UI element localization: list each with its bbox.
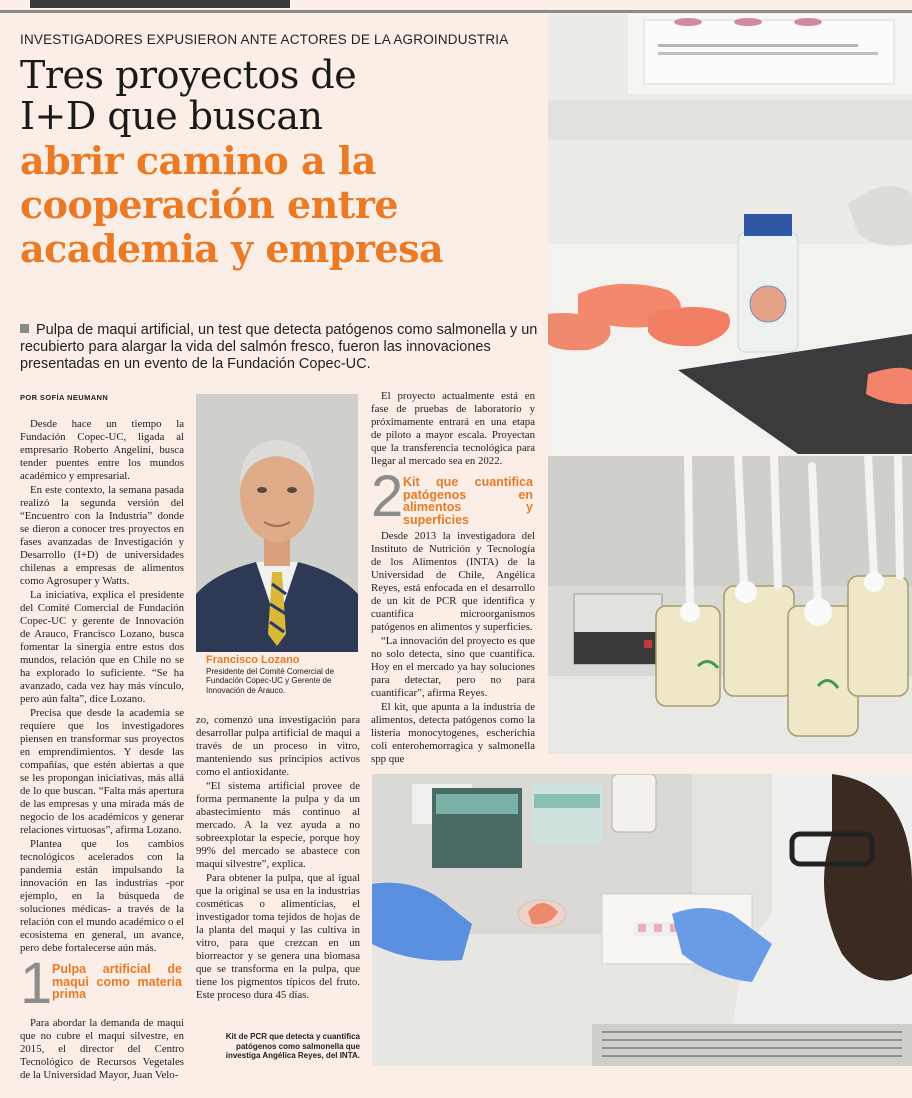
section-1-title: Pulpa artificial de maqui como materia prima (52, 962, 182, 1001)
section-1-heading (20, 951, 184, 1016)
paragraph: La iniciativa, explica el presidente del Comité Comercial de Fundación Copec-UC y gerente de Innovación de Arauco, Francisco Lozano, busca fomentar la sinergia entre estos dos mundos, relación que en Chile no se ha explorado lo suficiente. “Se ha avanzado, cada vez hay más vínculo, pero aún falta”, dice Lozano. (20, 589, 184, 705)
paragraph: Desde 2013 la investigadora del Instituto de Nutrición y Tecnología de los Alimentos (INTA) de la Universidad de Chile, Angélica Reyes, está enfocada en el desarrollo de un kit de PCR que identifica y cuantifica microorganismos patógenos en alimentos y superficies. (371, 530, 535, 633)
headline (20, 55, 550, 271)
article-column-3 (371, 390, 535, 767)
paragraph: El kit, que apunta a la industria de alimentos, detecta patógenos como la listeria monocytogenes, escherichia coli enterohemorragica y salmonella spp que (371, 701, 535, 765)
salmon-lab-photo (548, 14, 912, 454)
paragraph: Desde hace un tiempo la Fundación Copec-UC, ligada al empresario Roberto Angelini, busca tender puentes entre los mundos académico y empresarial. (20, 418, 184, 482)
paragraph: En este contexto, la semana pasada realizó la segunda versión del “Encuentro con la Industria” donde se dieron a conocer tres proyectos en fases avanzadas de Investigación y Desarrollo (I+D) de universidades chilenas a empresas de alimentos como Agrosuper y Watts. (20, 484, 184, 587)
researcher-photo-caption: Kit de PCR que detecta y cuantifica patógenos como salmonella que investiga Angélica Reyes, del INTA. (225, 1032, 360, 1060)
top-rule-line (0, 10, 912, 13)
paragraph: “La innovación del proyecto es que no solo detecta, sino que cuantifica. Hoy en el mercado ya hay soluciones para detectar, pero no para cuantificar”, afirma Reyes. (371, 635, 535, 699)
section-1-number: 1 (20, 951, 53, 1016)
lead-text: Pulpa de maqui artificial, un test que detecta patógenos como salmonella y un recubierto para alargar la vida del salmón fresco, fueron las innovaciones presentadas en un evento de la Fundación Copec-UC. (20, 322, 538, 372)
bioreactor-lab-photo (548, 456, 912, 754)
portrait-role: Presidente del Comité Comercial de Fundación Copec-UC y Gerente de Innovación de Arauco. (206, 666, 335, 695)
kicker: INVESTIGADORES EXPUSIERON ANTE ACTORES DE LA AGROINDUSTRIA (20, 32, 509, 47)
researcher-photo (372, 774, 912, 1066)
headline-highlight-2: cooperación entre (20, 182, 399, 227)
section-2-heading (371, 464, 535, 529)
headline-highlight-1: abrir camino a la (20, 138, 376, 183)
top-rule-dark-segment (30, 0, 290, 8)
headline-line-2: I+D que buscan (20, 94, 323, 138)
top-rule (0, 0, 912, 14)
paragraph: zo, comenzó una investigación para desarrollar pulpa artificial de maqui a través de un proceso in vitro, manteniendo sus principios activos como el antioxidante. (196, 714, 360, 778)
lead-square-icon (20, 324, 29, 333)
article-column-1 (20, 418, 184, 1083)
portrait-name: Francisco Lozano (206, 654, 300, 666)
byline: POR SOFÍA NEUMANN (20, 393, 109, 402)
portrait-caption (206, 656, 356, 695)
paragraph: El proyecto actualmente está en fase de pruebas de laboratorio y próximamente entrará en una etapa de piloto a mayor escala. Proyectan que la transferencia tecnológica para llegar al mercado sea en 2022. (371, 390, 535, 467)
paragraph: Para obtener la pulpa, que al igual que la original se usa en la industrias cosméticas o alimenticias, el investigador toma tejidos de hojas de la planta del maqui y las cultiva in vitro, para que crezcan en un biorreactor y se genera una biomasa que se transforma en la pulpa, que tiene los pigmentos típicos del fruto. Este proceso dura 45 días. (196, 872, 360, 1001)
portrait-photo (196, 394, 358, 652)
paragraph: Para abordar la demanda de maqui que no cubre el maqui silvestre, en 2015, el director del Centro Tecnológico de Recursos Vegetales de la Universidad Mayor, Juan Velo- (20, 1017, 184, 1081)
section-2-title: Kit que cuantifica patógenos en alimentos y superficies (403, 475, 533, 527)
paragraph: Precisa que desde la academia se requiere que los investigadores piensen en transformar sus proyectos en emprendimientos. Y desde las compañías, que estén abiertas a que se les propongan iniciativas, más allá de lo que buscan. “Falta más apertura de las empresas y una mirada más de negocio de los académicos y generar relaciones virtuosas”, afirma Lozano. (20, 707, 184, 836)
headline-highlight-3: academia y empresa (20, 226, 444, 271)
paragraph: “El sistema artificial provee de forma permanente la pulpa y da un abastecimiento más continuo al mercado. A la vez ayuda a no sobreexplotar la especie, porque hoy 99% del mercado se abastece con maqui silvestre”, explica. (196, 780, 360, 870)
article-column-2 (196, 714, 360, 1003)
paragraph: Plantea que los cambios tecnológicos acelerados con la pandemia están impulsando la innovación en las industrias -por ejemplo, en la búsqueda de soluciones médicas- a través de la relación con el mundo académico o el ecosistema en general, un avance, pero debe fortalecerse aún más. (20, 838, 184, 954)
lead-paragraph (20, 322, 540, 373)
headline-line-1: Tres proyectos de (20, 53, 357, 97)
section-2-number: 2 (371, 464, 404, 529)
